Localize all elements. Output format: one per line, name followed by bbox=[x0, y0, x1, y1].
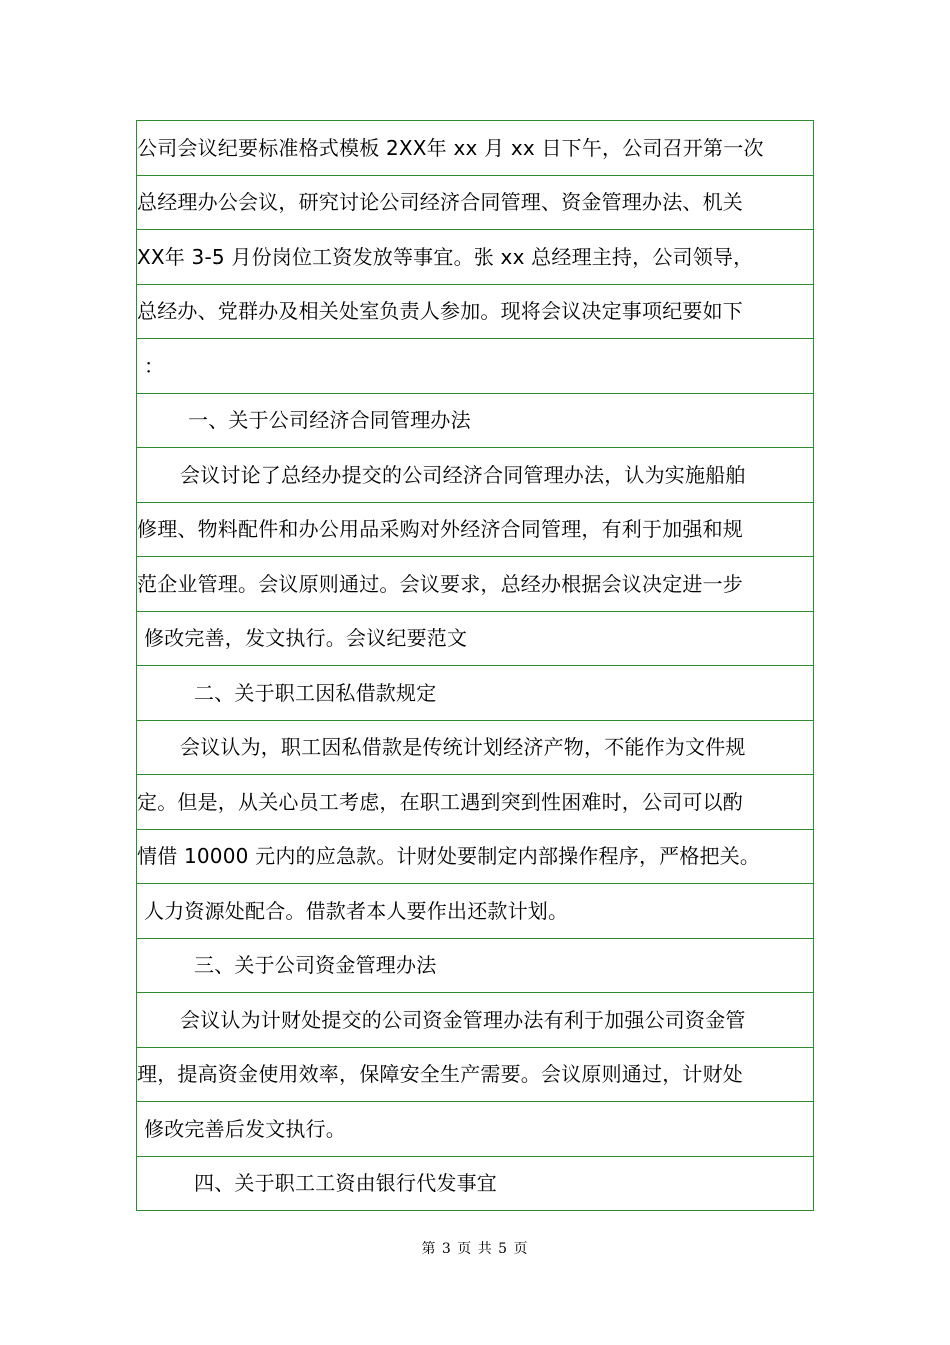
line-text: 公司会议纪要标准格式模板 2XX年 xx 月 xx 日下午，公司召开第一次 bbox=[137, 135, 764, 160]
section-heading-4 bbox=[137, 1157, 813, 1212]
document-table bbox=[136, 120, 814, 1211]
line-text: 总经办、党群办及相关处室负责人参加。现将会议决定事项纪要如下 bbox=[137, 299, 743, 324]
heading-text: 二、关于职工因私借款规定 bbox=[194, 680, 437, 705]
text-line-3 bbox=[137, 230, 813, 285]
text-line-13 bbox=[137, 775, 813, 830]
text-line-12 bbox=[137, 721, 813, 776]
line-text: 会议讨论了总经办提交的公司经济合同管理办法，认为实施船舶 bbox=[180, 462, 746, 487]
section-heading-1 bbox=[137, 394, 813, 449]
text-line-7 bbox=[137, 448, 813, 503]
text-line-5 bbox=[137, 339, 813, 394]
text-line-2 bbox=[137, 176, 813, 231]
line-text: 范企业管理。会议原则通过。会议要求，总经办根据会议决定进一步 bbox=[137, 571, 743, 596]
text-line-17 bbox=[137, 993, 813, 1048]
line-text: 总经理办公会议，研究讨论公司经济合同管理、资金管理办法、机关 bbox=[137, 190, 743, 215]
heading-text: 一、关于公司经济合同管理办法 bbox=[188, 408, 471, 433]
line-text: 情借 10000 元内的应急款。计财处要制定内部操作程序，严格把关。 bbox=[137, 844, 761, 869]
line-text: 定。但是，从关心员工考虑，在职工遇到突到性困难时，公司可以酌 bbox=[137, 789, 743, 814]
text-line-19 bbox=[137, 1102, 813, 1157]
line-text: 修改完善后发文执行。 bbox=[144, 1116, 346, 1141]
line-text: 修理、物料配件和办公用品采购对外经济合同管理，有利于加强和规 bbox=[137, 517, 743, 542]
text-line-15 bbox=[137, 884, 813, 939]
text-line-8 bbox=[137, 503, 813, 558]
line-text: ： bbox=[144, 353, 165, 378]
text-line-18 bbox=[137, 1048, 813, 1103]
text-line-9 bbox=[137, 557, 813, 612]
page-number: 第 3 页 共 5 页 bbox=[421, 1241, 529, 1257]
heading-text: 三、关于公司资金管理办法 bbox=[194, 953, 437, 978]
line-text: 理，提高资金使用效率，保障安全生产需要。会议原则通过，计财处 bbox=[137, 1062, 743, 1087]
text-line-14 bbox=[137, 830, 813, 885]
section-heading-3 bbox=[137, 939, 813, 994]
line-text: 人力资源处配合。借款者本人要作出还款计划。 bbox=[144, 898, 569, 923]
text-line-1 bbox=[137, 121, 813, 176]
section-heading-2 bbox=[137, 666, 813, 721]
text-line-10 bbox=[137, 612, 813, 667]
heading-text: 四、关于职工工资由银行代发事宜 bbox=[194, 1171, 497, 1196]
line-text: XX年 3-5 月份岗位工资发放等事宜。张 xx 总经理主持，公司领导， bbox=[137, 244, 754, 269]
line-text: 修改完善，发文执行。会议纪要范文 bbox=[144, 626, 468, 651]
line-text: 会议认为，职工因私借款是传统计划经济产物，不能作为文件规 bbox=[180, 735, 746, 760]
line-text: 会议认为计财处提交的公司资金管理办法有利于加强公司资金管 bbox=[180, 1007, 746, 1032]
text-line-4 bbox=[137, 285, 813, 340]
